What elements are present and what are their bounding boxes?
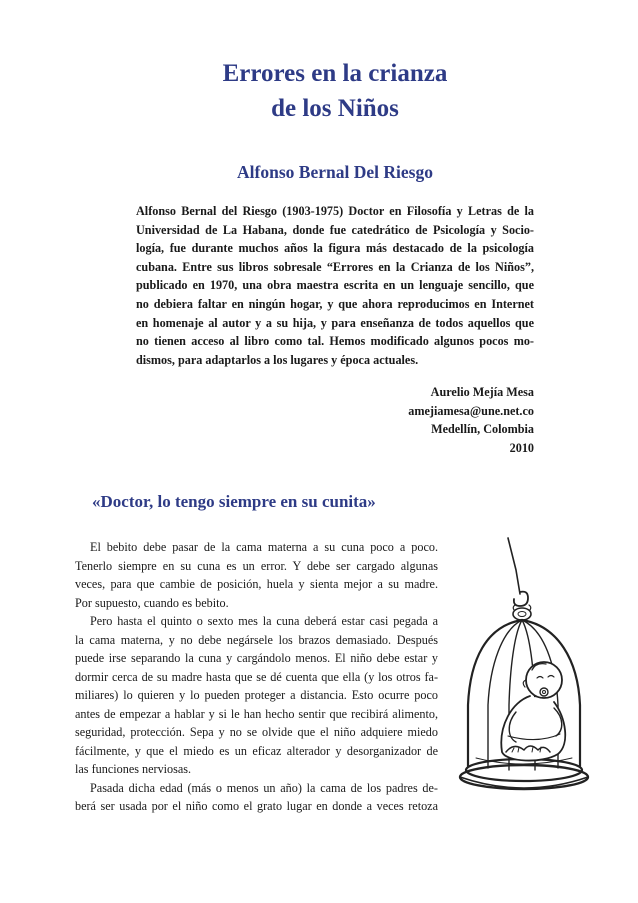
document-title bbox=[100, 56, 570, 126]
abstract-line: Universidad de La Habana, donde fue catedrático de Psicología y Socio- bbox=[136, 222, 534, 237]
paragraph bbox=[75, 538, 438, 612]
text-line: las funciones nerviosas. bbox=[75, 762, 192, 776]
text-line: seguridad, protección. Sepa y no se olvide que el niño adquiere miedo bbox=[75, 725, 438, 739]
text-line: Por supuesto, cuando es bebito. bbox=[75, 595, 229, 610]
text-line: berá ser usada por el niño como el grato lugar en donde a veces retoza bbox=[75, 799, 438, 813]
title-line: Errores en la crianza bbox=[222, 60, 448, 87]
editor-place: Medellín, Colombia bbox=[431, 422, 534, 437]
editor-name: Aurelio Mejía Mesa bbox=[430, 385, 534, 399]
text-line: la cama materna, y no debe negársele los brazos demasiado. Después bbox=[75, 632, 438, 647]
text-line: puede irse separando la cuna y cargándolo menos. El niño debe estar y bbox=[75, 651, 438, 665]
author-abstract bbox=[136, 202, 534, 369]
abstract-line: publicado en 1970, una obra maestra escrita en un lenguaje sencillo, que bbox=[136, 278, 534, 293]
text-line: Pero hasta el quinto o sexto mes la cuna deberá estar casi pegada a bbox=[90, 614, 438, 628]
text-line: El bebito debe pasar de la cama materna a su cuna poco a poco. bbox=[90, 540, 438, 554]
editor-year: 2010 bbox=[509, 440, 534, 455]
text-line: antes de empezar a hablar y si le han hecho sentir que recibirá alimento, bbox=[75, 706, 438, 721]
abstract-line: Alfonso Bernal del Riesgo (1903-1975) Doctor en Filosofía y Letras de la bbox=[136, 204, 534, 218]
body-text bbox=[75, 538, 438, 816]
paragraph bbox=[75, 779, 438, 816]
text-line: Pasada dicha edad (más o menos un año) la cama de los padres de- bbox=[90, 780, 438, 795]
author-name: Alfonso Bernal Del Riesgo bbox=[237, 162, 433, 182]
text-line: fácilmente, y que el miedo es un eficaz alterador y desorganizador de bbox=[75, 743, 438, 758]
abstract-line: logía, fue durante muchos años la figura más destacado de la psicología bbox=[136, 241, 534, 256]
abstract-line: no tienen acceso al libro como tal. Hemos modificado algunos pocos mo- bbox=[136, 334, 534, 349]
section-title: «Doctor, lo tengo siempre en su cunita» bbox=[92, 492, 376, 511]
abstract-line: cubana. Entre sus libros sobresale “Errores en la Crianza de los Niños”, bbox=[136, 259, 534, 274]
text-line: dormir cerca de su madre hasta que se dé cuenta que ella (y los otros fa- bbox=[75, 669, 438, 684]
editor-signature bbox=[274, 383, 534, 457]
text-line: Tenerlo siempre en su cuna es un error. Y debe ser cargado algunas bbox=[75, 558, 438, 573]
abstract-line: dismos, para adaptarlos a los lugares y época actuales. bbox=[136, 352, 419, 367]
text-line: veces, para que cambie de posición, huela y sienta mejor a su madre. bbox=[75, 577, 438, 591]
paragraph bbox=[75, 612, 438, 779]
title-line: de los Niños bbox=[271, 95, 399, 122]
abstract-line: no debiera faltar en ningún hogar, y que ahora reproducimos en Internet bbox=[136, 296, 534, 311]
text-line: miliares) lo quieren y lo pueden proteger a distancia. Esto ocurre poco bbox=[75, 688, 438, 702]
editor-email: amejiamesa@une.net.co bbox=[408, 403, 534, 418]
abstract-line: en homenaje al autor y a su hija, y para enseñanza de todos aquellos que bbox=[136, 315, 534, 330]
baby-in-cage-illustration bbox=[446, 530, 596, 800]
